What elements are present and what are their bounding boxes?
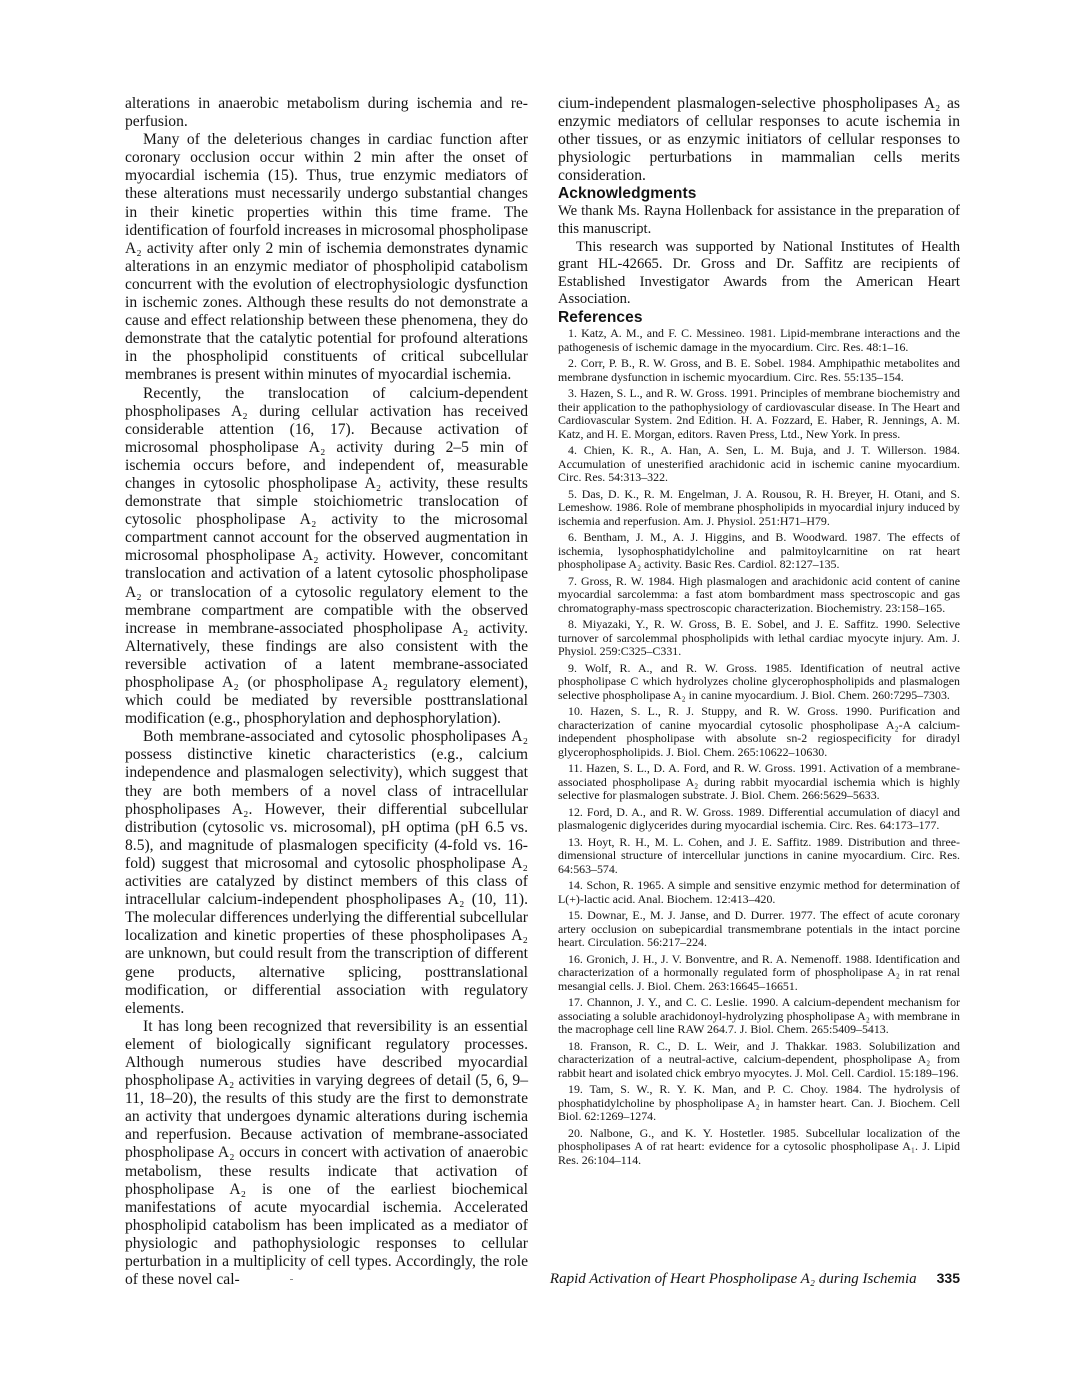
acknowledgment-paragraph: This research was supported by National Institutes of Health grant HL-42665. Dr. Gross and Dr. Saffitz are recipients of Established Investigator Awards from the American Heart Association. [558,238,960,308]
reference-item: 8. Miyazaki, Y., R. W. Gross, B. E. Sobel, and J. E. Saffitz. 1990. Selective turnover of sarcolemmal phospholipids with lethal cardiac myocyte injury. Am. J. Physiol. 259:C325–C331. [558,617,960,659]
reference-item: 20. Nalbone, G., and K. Y. Hostetler. 1985. Subcellular localization of the phospholipases A of rat heart: evidence for a cytosolic phospholipase A₁. J. Lipid Res. 26:104–114. [558,1125,960,1167]
reference-item: 15. Downar, E., M. J. Janse, and D. Durrer. 1977. The effect of acute coronary artery occlusion on subepicardial transmembrane potentials in the intact porcine heart. Circulation. 56:217–224. [558,908,960,950]
reference-item: 5. Das, D. K., R. M. Engelman, J. A. Rousou, R. H. Breyer, H. Otani, and S. Lemeshow. 1986. Role of membrane phospholipids in myocardial injury induced by ischemia and reperfusion. Am. J. Physiol. 251:H71–H79. [558,486,960,528]
reference-list [558,327,960,1167]
reference-item: 13. Hoyt, R. H., M. L. Cohen, and J. E. Saffitz. 1989. Distribution and three-dimensional structure of intercellular junctions in canine myocardium. Circ. Res. 64:563–574. [558,834,960,876]
page-footer [540,1270,960,1288]
acknowledgment-paragraph: We thank Ms. Rayna Hollenback for assistance in the preparation of this manuscript. [558,203,960,238]
body-paragraph: Both membrane-associated and cytosolic phospholipases A₂ possess distinctive kinetic characteristics (e.g., calcium independence and plasmalogen selectivity), which suggest that they are both members of a novel class of intracellular phospholipases A₂. However, their differential subcellular distribution (cytosolic vs. microsomal), pH optima (pH 6.5 vs. 8.5), and magnitude of plasmalogen specificity (4-fold vs. 16-fold) suggest that microsomal and cytosolic phospholipase A₂ activities are catalyzed by distinct members of this class of intracellular calcium-independent phospholipases A₂ (10, 11). The molecular differences underlying the differential subcellular localization and kinetic properties of these phospholipases A₂ are unknown, but could result from the transcription of different gene products, alternative splicing, posttranslational modification, or differential association with regulatory elements. [125,728,528,1017]
reference-item: 12. Ford, D. A., and R. W. Gross. 1989. Differential accumulation of diacyl and plasmalogenic diglycerides during myocardial ischemia. Circ. Res. 64:173–177. [558,804,960,833]
reference-item: 7. Gross, R. W. 1984. High plasmalogen and arachidonic acid content of canine myocardial sarcolemma: a fast atom bombardment mass spectroscopic and gas chromatography-mass spectroscopic characterization. Biochemistry. 23:158–165. [558,573,960,615]
right-column [558,95,960,1170]
reference-item: 17. Channon, J. Y., and C. C. Leslie. 1990. A calcium-dependent mechanism for associating a soluble arachidonoyl-hydrolyzing phospholipase A₂ with membrane in the macrophage cell line RAW 264.7. J. Biol. Chem. 265:5409–5413. [558,995,960,1037]
scan-speck [290,1279,293,1280]
reference-item: 10. Hazen, S. L., R. J. Stuppy, and R. W. Gross. 1990. Purification and characterization of canine myocardial cytosolic phospholipase A₂-A calcium-independent phospholipase with absolute sn-2 regiospecificity for diradyl glycerophospholipids. J. Biol. Chem. 265:10622–10630. [558,704,960,759]
running-title: Rapid Activation of Heart Phospholipase A₂ during Ischemia [549,1271,917,1287]
body-paragraph: alterations in anaerobic metabolism during ischemia and re-perfusion. [125,95,528,131]
reference-item: 11. Hazen, S. L., D. A. Ford, and R. W. Gross. 1991. Activation of a membrane-associated phospholipase A₂ during rabbit myocardial ischemia which is highly selective for plasmalogen substrate. J. Biol. Chem. 266:5629–5633. [558,761,960,803]
reference-item: 14. Schon, R. 1965. A simple and sensitive enzymic method for determination of L(+)-lactic acid. Anal. Biochem. 12:413–420. [558,878,960,906]
reference-item: 3. Hazen, S. L., and R. W. Gross. 1991. Principles of membrane biochemistry and their application to the pathophysiology of cardiovascular disease. In The Heart and Cardiovascular System. 2nd Edition. H. A. Fozzard, E. Haber, R. Jennings, A. M. Katz, and H. E. Morgan, editors. Raven Press, Ltd., New York. In press. [558,386,960,441]
references-heading: References [558,309,643,327]
continuation-paragraph: cium-independent plasmalogen-selective phospholipases A₂ as enzymic mediators of cellular responses to acute ischemia in other tissues, or as enzymic initiators of cellular responses to physiologic perturbations in mammalian cells merits consideration. [558,95,960,185]
acknowledgments-heading: Acknowledgments [558,185,697,203]
reference-item: 4. Chien, K. R., A. Han, A. Sen, L. M. Buja, and J. T. Willerson. 1984. Accumulation of unesterified arachidonic acid in ischemic canine myocardium. Circ. Res. 54:313–322. [558,443,960,485]
reference-item: 19. Tam, S. W., R. Y. K. Man, and P. C. Choy. 1984. The hydrolysis of phosphatidylcholine by phospholipase A₂ in hamster heart. Can. J. Biochem. Cell Biol. 62:1269–1274. [558,1082,960,1124]
reference-item: 16. Gronich, J. H., J. V. Bonventre, and R. A. Nemenoff. 1988. Identification and characterization of a hormonally regulated form of phospholipase A₂ in rat renal mesangial cells. J. Biol. Chem. 263:16645–16651. [558,951,960,993]
left-column [125,95,528,1289]
reference-item: 2. Corr, P. B., R. W. Gross, and B. E. Sobel. 1984. Amphipathic metabolites and membrane dysfunction in ischemic myocardium. Circ. Res. 55:135–154. [558,356,960,384]
reference-item: 6. Bentham, J. M., A. J. Higgins, and B. Woodward. 1987. The effects of ischemia, lysophosphatidylcholine and palmitoylcarnitine on rat heart phospholipase A₂ activity. Basic Res. Cardiol. 82:127–135. [558,530,960,572]
body-paragraph: It has long been recognized that reversibility is an essential element of biologically significant regulatory processes. Although numerous studies have described myocardial phospholipase A₂ activities in varying degrees of detail (5, 6, 9–11, 18–20), the results of this study are the first to demonstrate an activity that undergoes dynamic alterations during ischemia and reperfusion. Because activation of membrane-associated phospholipase A₂ occurs in concert with activation of anaerobic metabolism, these results indicate that activation of phospholipase A₂ is one of the earliest biochemical manifestations of acute myocardial ischemia. Accelerated phospholipid catabolism has been implicated as a mediator of physiologic and pathophysiologic responses to cellular perturbation in a multiplicity of cell types. Accordingly, the role of these novel cal- [125,1017,528,1289]
body-paragraph: Many of the deleterious changes in cardiac function after coronary occlusion occur within 2 min after the onset of myocardial ischemia (15). Thus, true enzymic mediators of these alterations must necessarily undergo substantial changes in their kinetic properties within this time frame. The identification of fourfold increases in microsomal phospholipase A₂ activity after only 2 min of ischemia demonstrates dynamic alterations in an enzymic mediator of phospholipid catabolism concurrent with the evolution of electrophysiologic dysfunction in ischemic zones. Although these results do not demonstrate a cause and effect relationship between these phenomena, they do demonstrate that the catalytic potential for profound alterations in the phospholipid constituents of critical subcellular membranes is present within minutes of myocardial ischemia. [125,131,528,384]
page-number: 335 [936,1270,960,1286]
body-paragraph: Recently, the translocation of calcium-dependent phospholipases A₂ during cellular activation has received considerable attention (16, 17). Because activation of microsomal phospholipase A₂ activity during 2–5 min of ischemia occurs before, and independent of, measurable changes in cytosolic phospholipase A₂ activity, these results demonstrate that simple stoichiometric translocation of cytosolic phospholipase A₂ activity to the microsomal compartment cannot account for the observed augmentation in microsomal phospholipase A₂ activity. However, concomitant translocation and activation of a latent cytosolic phospholipase A₂ or translocation of a cytosolic regulatory element to the membrane compartment are compatible with the observed increase in membrane-associated phospholipase A₂ activity. Alternatively, these findings are also consistent with the reversible activation of a latent membrane-associated phospholipase A₂ (or phospholipase A₂ regulatory element), which could be mediated by reversible posttranslational modification (e.g., phosphorylation and dephosphorylation). [125,384,528,728]
reference-item: 1. Katz, A. M., and F. C. Messineo. 1981. Lipid-membrane interactions and the pathogenesis of ischemic damage in the myocardium. Circ. Res. 48:1–16. [558,326,960,354]
reference-item: 18. Franson, R. C., D. L. Weir, and J. Thakkar. 1983. Solubilization and characterization of a neutral-active, calcium-dependent, phospholipase A₂ from rabbit heart and isolated chick embryo myocytes. J. Mol. Cell. Cardiol. 15:189–196. [558,1038,960,1080]
reference-item: 9. Wolf, R. A., and R. W. Gross. 1985. Identification of neutral active phospholipase C which hydrolyzes choline glycerophospholipids and plasmalogen selective phospholipase A₂ in canine myocardium. J. Biol. Chem. 260:7295–7303. [558,660,960,702]
